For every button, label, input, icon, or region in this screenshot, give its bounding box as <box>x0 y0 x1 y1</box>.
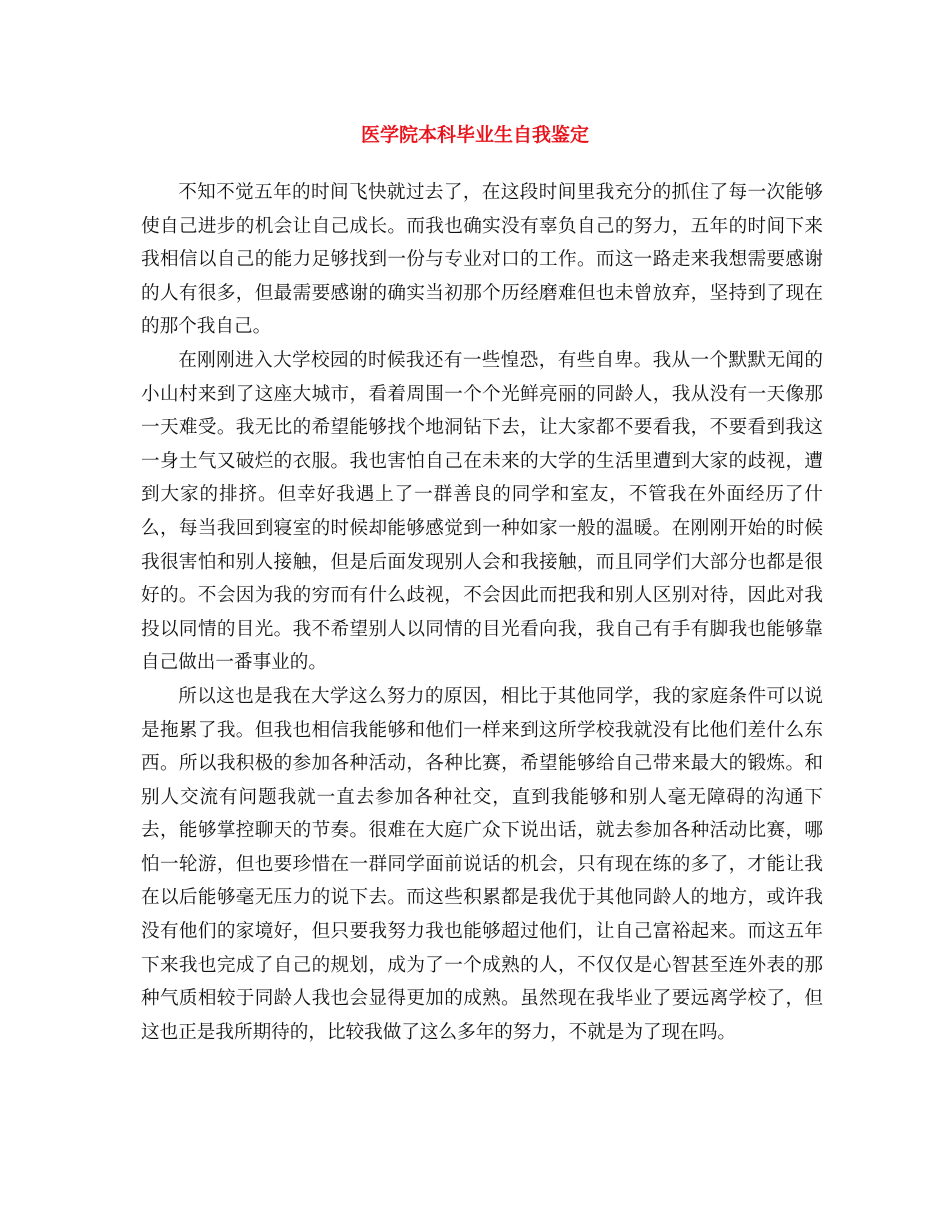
paragraph-3: 所以这也是我在大学这么努力的原因，相比于其他同学，我的家庭条件可以说是拖累了我。但我也相信我能够和他们一样来到这所学校我就没有比他们差什么东西。所以我积极的参加各种活动，各种比赛，希望能够给自己带来最大的锻炼。和别人交流有问题我就一直去参加各种社交，直到我能够和别人毫无障碍的沟通下去，能够掌控聊天的节奏。很难在大庭广众下说出话，就去参加各种活动比赛，哪怕一轮游，但也要珍惜在一群同学面前说话的机会，只有现在练的多了，才能让我在以后能够毫无压力的说下去。而这些积累都是我优于其他同龄人的地方，或许我没有他们的家境好，但只要我努力我也能够超过他们，让自己富裕起来。而这五年下来我也完成了自己的规划，成为了一个成熟的人，不仅仅是心智甚至连外表的那种气质相较于同龄人我也会显得更加的成熟。虽然现在我毕业了要远离学校了，但这也正是我所期待的，比较我做了这么多年的努力，不就是为了现在吗。 <box>141 685 823 1043</box>
paragraph-2: 在刚刚进入大学校园的时候我还有一些惶恐，有些自卑。我从一个默默无闻的小山村来到了这座大城市，看着周围一个个光鲜亮丽的同龄人，我从没有一天像那一天难受。我无比的希望能够找个地洞钻下去，让大家都不要看我，不要看到我这一身土气又破烂的衣服。我也害怕自己在未来的大学的生活里遭到大家的歧视，遭到大家的排挤。但幸好我遇上了一群善良的同学和室友，不管我在外面经历了什么，每当我回到寝室的时候却能够感觉到一种如家一般的温暖。在刚刚开始的时候我很害怕和别人接触，但是后面发现别人会和我接触，而且同学们大部分也都是很好的。不会因为我的穷而有什么歧视，不会因此而把我和别人区别对待，因此对我投以同情的目光。我不希望别人以同情的目光看向我，我自己有手有脚我也能够靠自己做出一番事业的。 <box>141 349 823 674</box>
paragraph-1: 不知不觉五年的时间飞快就过去了，在这段时间里我充分的抓住了每一次能够使自己进步的机会让自己成长。而我也确实没有辜负自己的努力，五年的时间下来我相信以自己的能力足够找到一份与专业对口的工作。而这一路走来我想需要感谢的人有很多，但最需要感谢的确实当初那个历经磨难但也未曾放弃，坚持到了现在的那个我自己。 <box>141 182 823 338</box>
document-title: 医学院本科毕业生自我鉴定 <box>360 124 589 146</box>
document-body <box>141 176 823 1049</box>
